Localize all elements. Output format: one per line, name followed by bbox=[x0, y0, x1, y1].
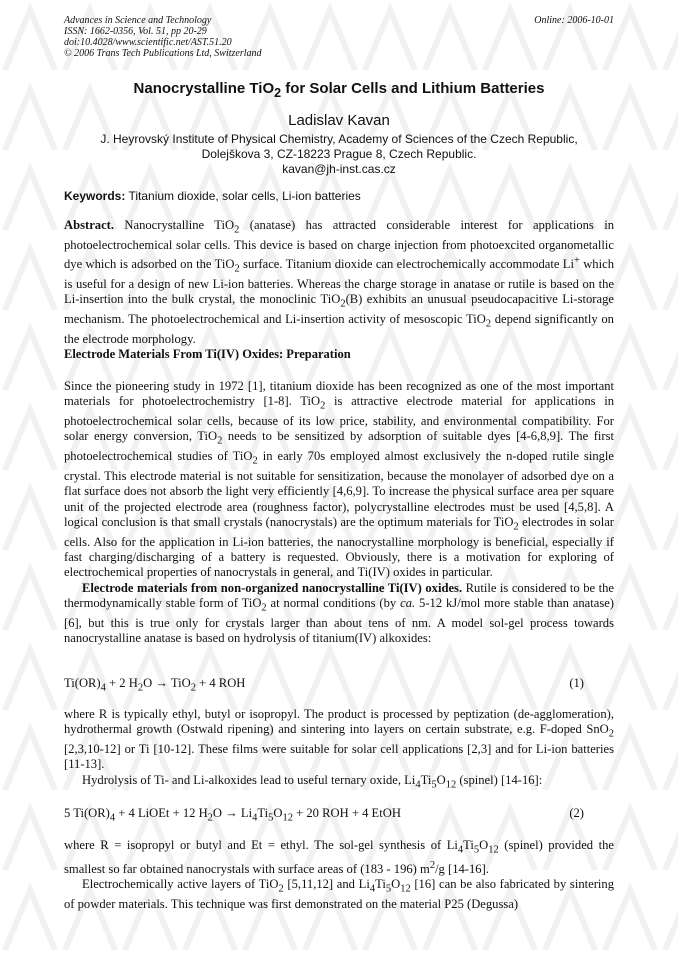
section-heading: Electrode Materials From Ti(IV) Oxides: Preparation bbox=[64, 347, 351, 361]
equation-2-number: (2) bbox=[569, 806, 584, 820]
issn-line: ISSN: 1662-0356, Vol. 51, pp 20-29 bbox=[64, 26, 207, 37]
keywords: Keywords: Titanium dioxide, solar cells, Li-ion batteries bbox=[64, 189, 361, 203]
equation-2: 5 $Ti(OR)_4 + 4$ LiOEt + 12 $H_2O \to Li_4Ti_5O_{12} + 20$ ROH + 4 EtOH (2) bbox=[64, 806, 584, 824]
copyright-line: © 2006 Trans Tech Publications Ltd, Switzerland bbox=[64, 48, 262, 59]
paragraph-intro: Since the pioneering study in 1972 [1], titanium dioxide has been recognized as one of the most important materials for photoelectrochemistry [1-8]. TiO$_2$ is attractive electrode material for applications in photoelectrochemical solar cells, because of its low price, stability, and environmental compatibility. For solar energy conversion, TiO$_2$ needs to be sensitized by adsorption of suitable dyes [4-6,8,9]. The first photoelectrochemical studies of TiO$_2$ in early 70s employed almost exclusively the n-doped rutile single crystal. This electrode material is not suitable for sensitization, because the monolayer of adsorbed dye on a flat surface does not absorb the light very efficiently [4,6,9]. To increase the physical surface area per square unit of the projected electrode area (roughness factor), polycrystalline electrodes must be used [4,5,8]. A logical conclusion is that small crystals (nanocrystals) are the optimum materials for TiO$_2$ electrodes in solar cells. Also for the application in Li-ion batteries, the nanocrystalline morphology is beneficial, especially if fast charging/discharging of a battery is requested. Obviously, there is a motivation for exploring of electrochemical properties of nanocrystals in general, and Ti(IV) oxides in particular. bbox=[64, 379, 614, 580]
journal-header bbox=[64, 15, 614, 59]
equation-1-number: (1) bbox=[569, 676, 584, 690]
affiliation-line-2: Dolejškova 3, CZ-18223 Prague 8, Czech Republic. bbox=[201, 147, 477, 161]
paragraph-sol-gel: where R is typically ethyl, butyl or isopropyl. The product is processed by peptization (de-agglomeration), hydrothermal growth (Ostwald ripening) and sintering into layers on certain substrate, e.g. F-doped SnO$_2$ [2,3,10-12] or Ti [10-12]. These films were suitable for solar cell applications [2,3] and for Li-ion batteries [11-13]. Hydrolysis of Ti- and Li-alkoxides lead to useful ternary oxide, $Li_4Ti_5O_{12}$ (spinel) [14-16]: bbox=[64, 707, 614, 791]
paragraph-non-organized: Electrode materials from non-organized nanocrystalline Ti(IV) oxides. Rutile is considered to be the thermodynamically stable form of TiO$_2$ at normal conditions (by ca. 5-12 kJ/mol more stable than anatase) [6], but this is true only for crystals larger than about tens of nm. A model sol-gel process towards nanocrystalline anatase is based on hydrolysis of titanium(IV) alkoxides: bbox=[64, 580, 615, 646]
paper-title: Nanocrystalline TiO$_2$ for Solar Cells and Lithium Batteries bbox=[133, 80, 545, 100]
affiliation bbox=[0, 132, 678, 177]
author-name: Ladislav Kavan bbox=[288, 112, 390, 129]
body-text bbox=[64, 379, 614, 646]
journal-name: Advances in Science and Technology bbox=[64, 15, 212, 26]
affiliation-line-1: J. Heyrovský Institute of Physical Chemistry, Academy of Sciences of the Czech Republic, bbox=[100, 132, 578, 146]
abstract-paragraph: Abstract. Nanocrystalline TiO$_2$ (anatase) has attracted considerable interest for applications in photoelectrochemical solar cells. This device is based on charge injection from photoexcited organometallic dye which is adsorbed on the TiO$_2$ surface. Titanium dioxide can electrochemically accommodate Li+ which is useful for a design of new Li-ion batteries. Whereas the charge storage in anatase or rutile is based on the Li-insertion into the bulk crystal, the monoclinic TiO$_2$(B) exhibits an unusual pseudocapacitive Li-storage mechanism. The photoelectrochemical and Li-insertion activity of mesoscopic TiO$_2$ depend significantly on the electrode morphology. bbox=[64, 218, 614, 347]
paragraph-spinel: where R = isopropyl or butyl and Et = ethyl. The sol-gel synthesis of $Li_4Ti_5O_{12}$ (spinel) provided the smallest so far obtained nanocrystals with surface areas of (183 - 196) $m^2/g$ [14-16]. Electrochemically active layers of TiO$_2$ [5,11,12] and $Li_4Ti_5O_{12}$ [16] can be also fabricated by sintering of powder materials. This technique was first demonstrated on the material P25 (Degussa) bbox=[64, 838, 614, 912]
author-email: kavan@jh-inst.cas.cz bbox=[282, 162, 396, 176]
doi-line: doi:10.4028/www.scientific.net/AST.51.20 bbox=[64, 37, 232, 48]
equation-1: $Ti(OR)_4 + 2$ $H_2O \to TiO_2 + 4$ ROH (1) bbox=[64, 676, 584, 694]
online-date: Online: 2006-10-01 bbox=[534, 15, 614, 26]
